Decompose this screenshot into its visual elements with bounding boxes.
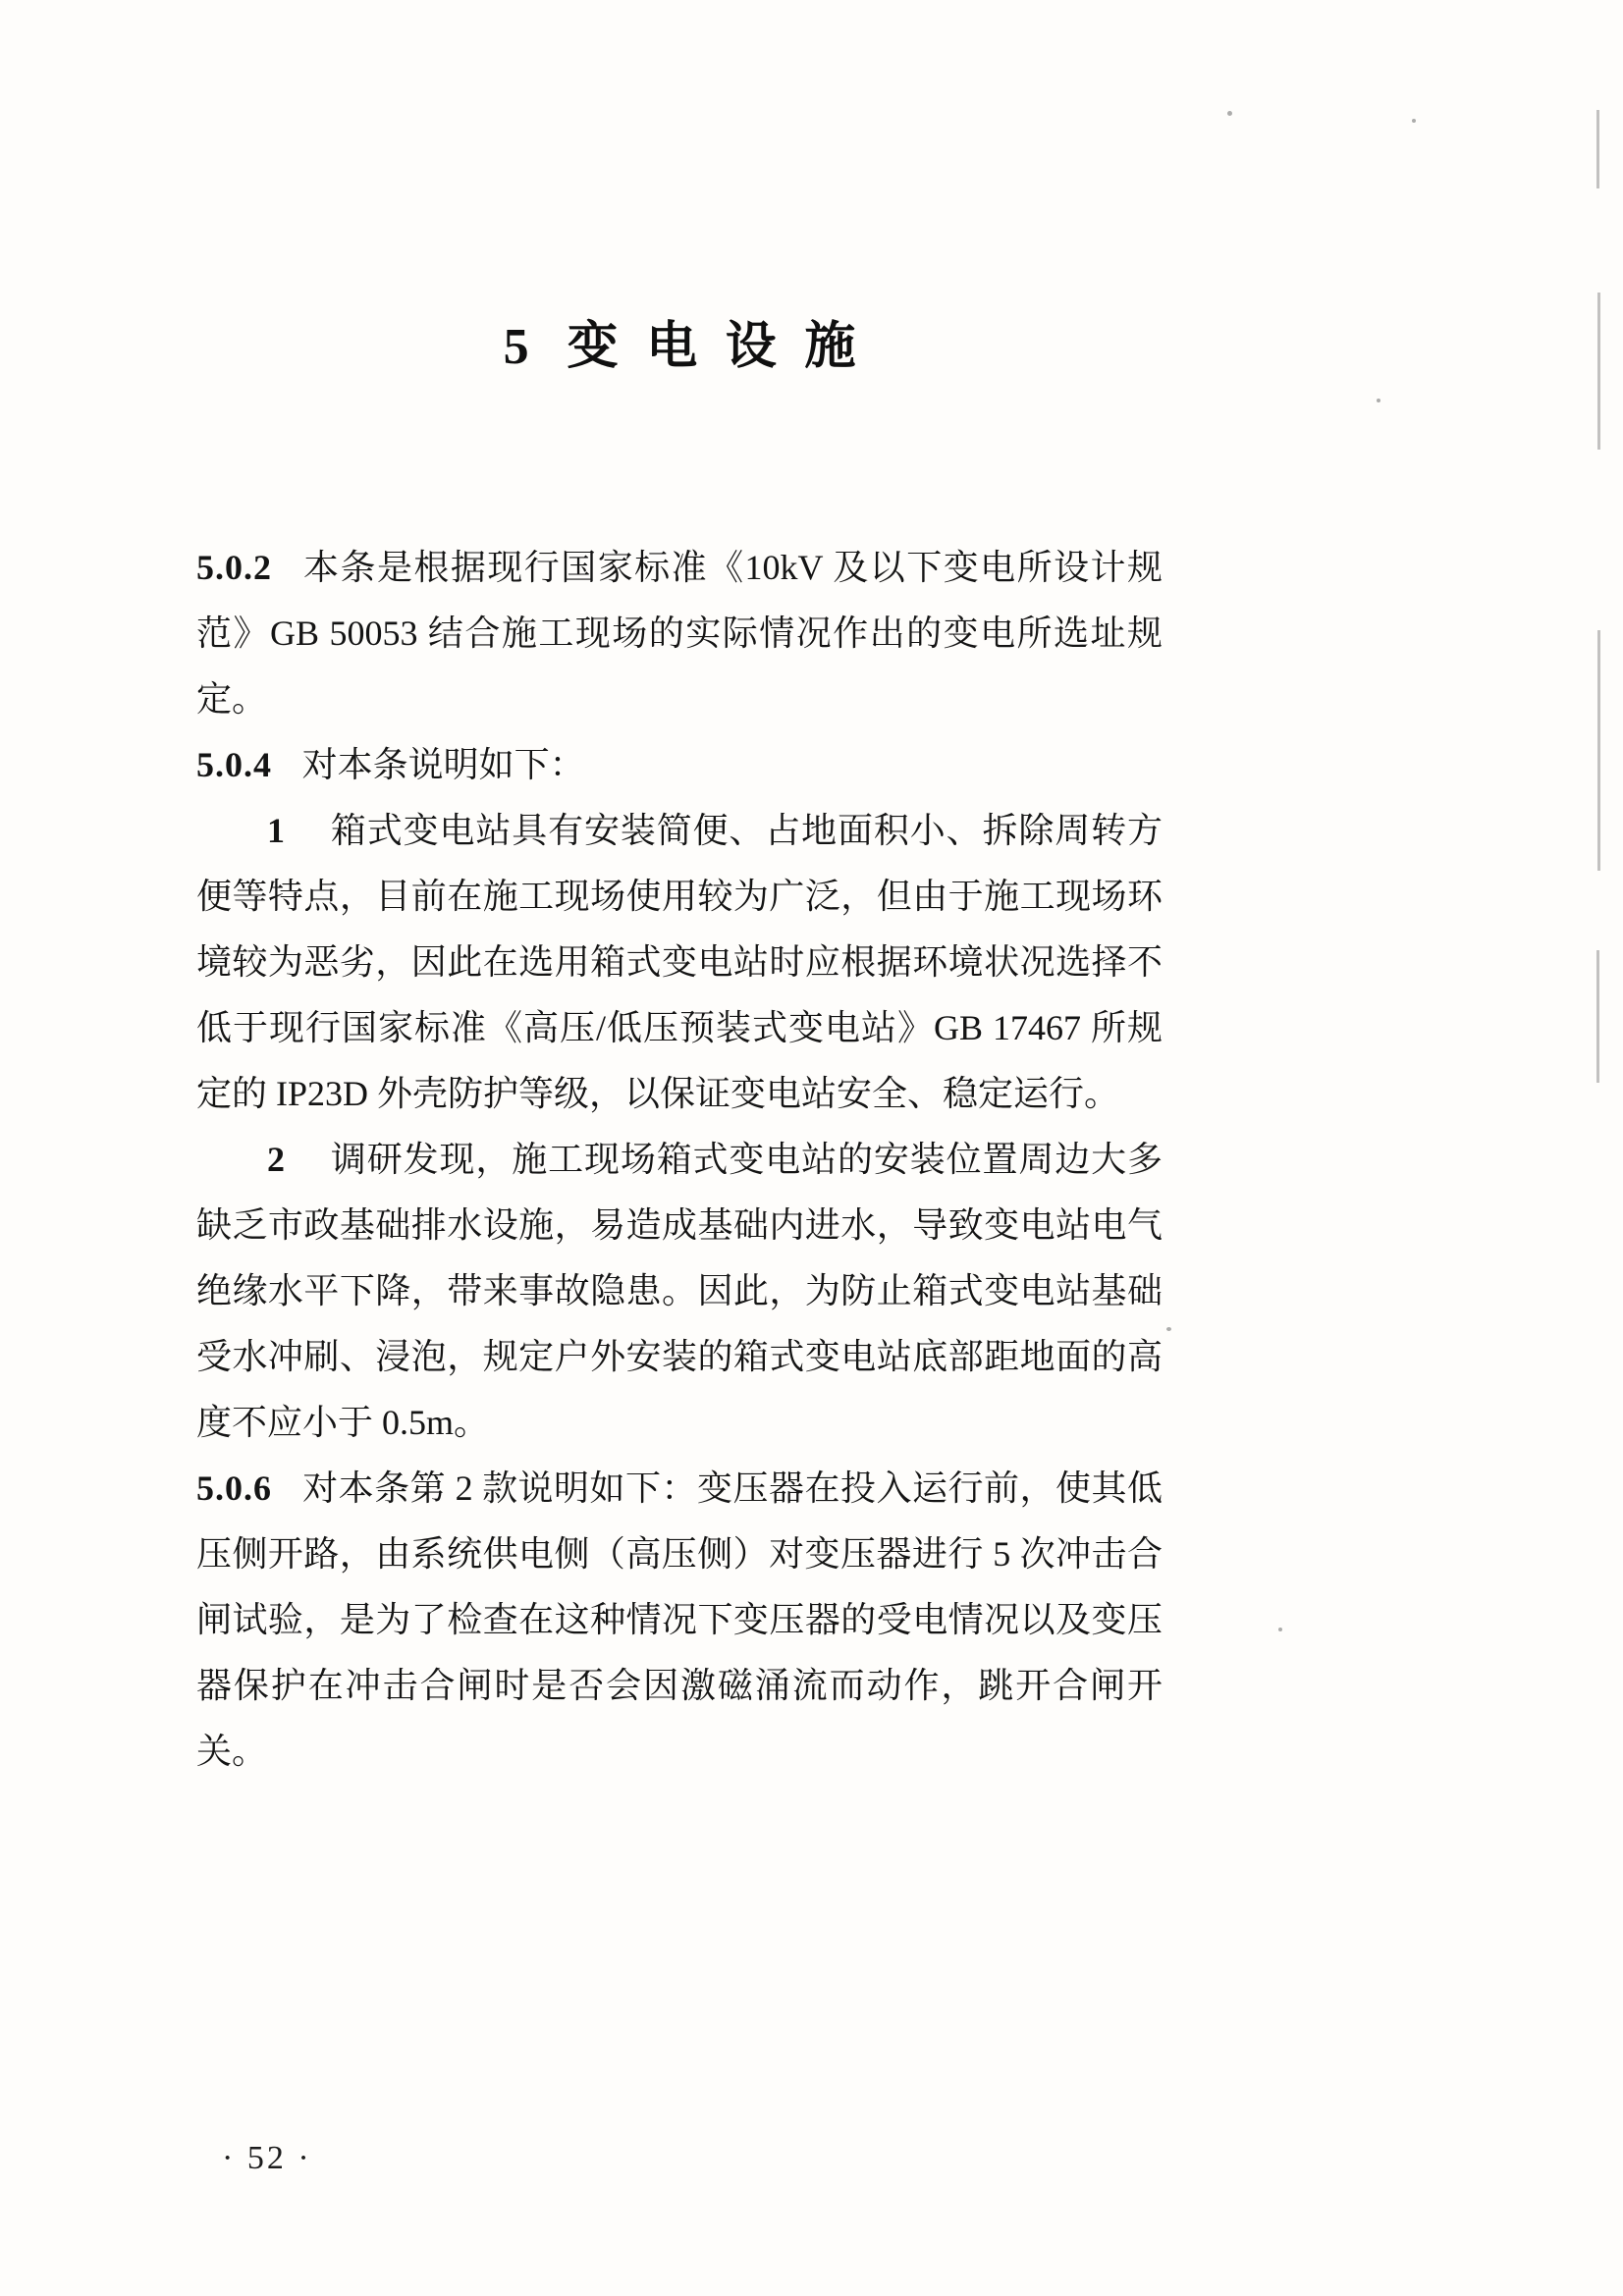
- item-text: 调研发现，施工现场箱式变电站的安装位置周边大多缺乏市政基础排水设施，易造成基础内进水，导致变电站电气绝缘水平下降，带来事故隐患。因此，为防止箱式变电站基础受水冲刷、浸泡，规定户外安装的箱式变电站底部距地面的高度不应小于 0.5m。: [196, 1140, 1163, 1442]
- clause-text: 本条是根据现行国家标准《10kV 及以下变电所设计规范》GB 50053 结合施工现场的实际情况作出的变电所选址规定。: [196, 548, 1163, 719]
- paragraph-5-0-4: [196, 732, 1163, 798]
- clause-text: 对本条说明如下：: [301, 745, 585, 784]
- scan-edge-line: [1596, 110, 1599, 188]
- scan-speck: [1412, 119, 1416, 123]
- section-title-text: 变电设施: [567, 319, 884, 375]
- paragraph-5-0-2: [196, 535, 1163, 732]
- paragraph-item-2: [196, 1127, 1163, 1456]
- section-title: [196, 304, 1163, 378]
- scan-edge-line: [1597, 293, 1600, 450]
- item-number: 1: [267, 811, 286, 850]
- scan-edge-line: [1597, 630, 1600, 871]
- page-number: · 52 ·: [222, 2140, 312, 2176]
- clause-label: 5.0.4: [196, 745, 272, 784]
- scan-speck: [1377, 399, 1380, 402]
- scan-speck: [1227, 111, 1232, 116]
- clause-label: 5.0.6: [196, 1468, 272, 1508]
- item-text: 箱式变电站具有安装简便、占地面积小、拆除周转方便等特点，目前在施工现场使用较为广泛，但由于施工现场环境较为恶劣，因此在选用箱式变电站时应根据环境状况选择不低于现行国家标准《高压/低压预装式变电站》GB 17467 所规定的 IP23D 外壳防护等级，以保证变电站安全、稳定运行。: [196, 811, 1163, 1113]
- paragraph-5-0-6: [196, 1456, 1163, 1785]
- section-number: 5: [503, 319, 529, 375]
- clause-text: 对本条第 2 款说明如下：变压器在投入运行前，使其低压侧开路，由系统供电侧（高压侧）对变压器进行 5 次冲击合闸试验，是为了检查在这种情况下变压器的受电情况以及变压器保护在冲击合闸时是否会因激磁涌流而动作，跳开合闸开关。: [196, 1468, 1163, 1771]
- scan-speck: [1278, 1628, 1282, 1631]
- document-body: [196, 535, 1163, 1785]
- scan-speck: [1166, 1327, 1171, 1331]
- clause-label: 5.0.2: [196, 548, 272, 587]
- scan-edge-line: [1596, 950, 1599, 1083]
- paragraph-item-1: [196, 798, 1163, 1127]
- item-number: 2: [267, 1140, 286, 1179]
